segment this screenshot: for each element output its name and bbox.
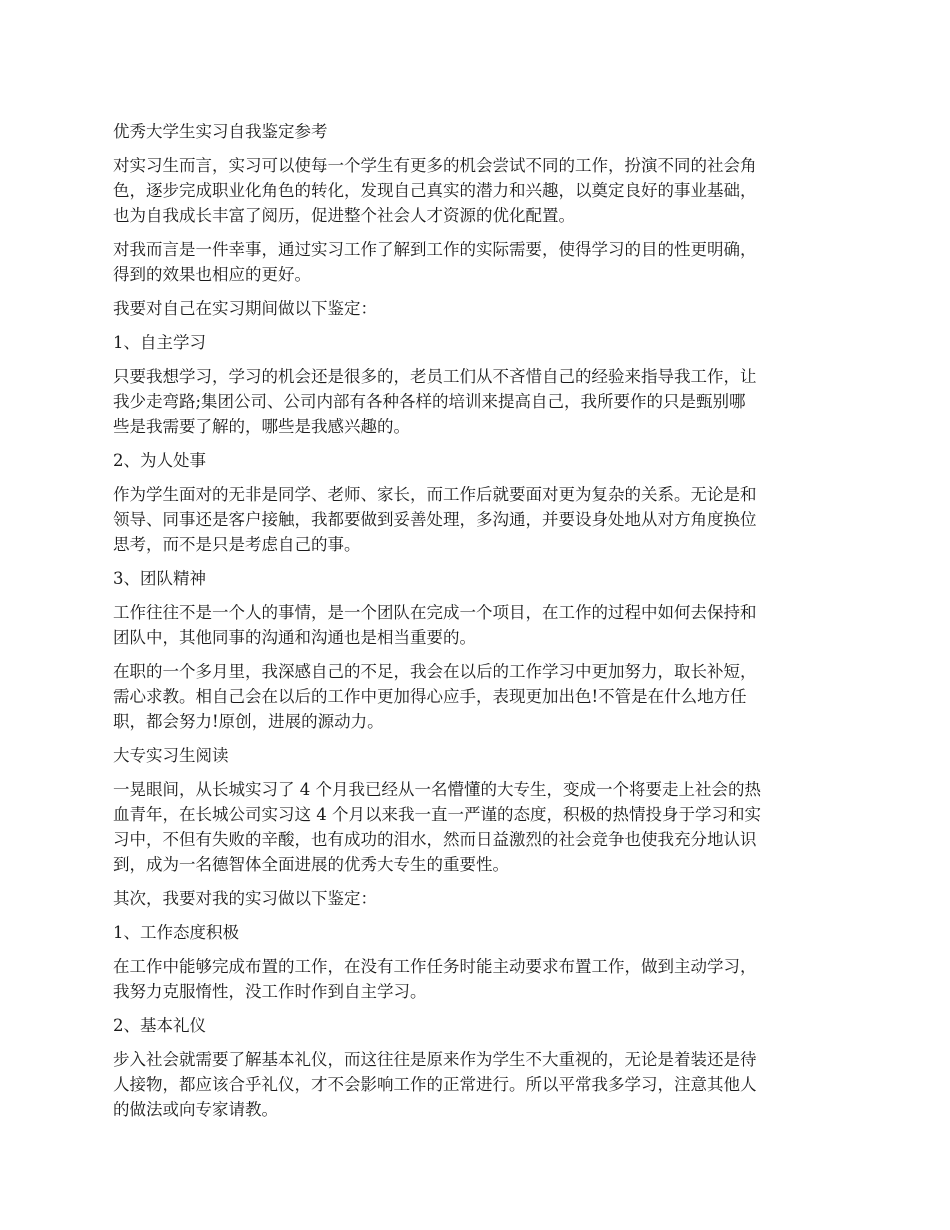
text-line: 一晃眼间，从长城实习了 4 个月我已经从一名懵懂的大专生，变成一个将要走上社会的热 xyxy=(113,780,761,799)
text-line: 色，逐步完成职业化角色的转化，发现自己真实的潜力和兴趣，以奠定良好的事业基础， xyxy=(113,181,757,200)
document-title: 优秀大学生实习自我鉴定参考 xyxy=(113,122,328,141)
text-line: 需心求教。相自己会在以后的工作中更加得心应手，表现更加出色!不管是在什么地方任 xyxy=(113,687,747,706)
text-line: 2、为人处事 xyxy=(113,451,206,470)
text-line: 只要我想学习，学习的机会还是很多的，老员工们从不吝惜自己的经验来指导我工作，让 xyxy=(113,367,757,386)
section-heading xyxy=(113,566,839,591)
document-body xyxy=(113,153,839,1122)
text-line: 领导、同事还是客户接触，我都要做到妥善处理，多沟通，并要设身处地从对方角度换位 xyxy=(113,510,757,529)
paragraph xyxy=(113,886,839,911)
paragraph xyxy=(113,1047,839,1122)
text-line: 3、团队精神 xyxy=(113,569,206,588)
text-line: 步入社会就需要了解基本礼仪，而这往往是原来作为学生不大重视的，无论是着装还是待 xyxy=(113,1050,757,1069)
text-line: 2、基本礼仪 xyxy=(113,1016,206,1035)
text-line: 其次，我要对我的实习做以下鉴定： xyxy=(113,889,377,908)
text-line: 些是我需要了解的，哪些是我感兴趣的。 xyxy=(113,417,410,436)
text-line: 思考，而不是只是考虑自己的事。 xyxy=(113,535,361,554)
paragraph xyxy=(113,659,839,734)
section-heading xyxy=(113,920,839,945)
paragraph xyxy=(113,777,839,877)
paragraph xyxy=(113,600,839,650)
text-line: 在职的一个多月里，我深感自己的不足，我会在以后的工作学习中更加努力，取长补短， xyxy=(113,662,757,681)
paragraph xyxy=(113,364,839,439)
text-line: 职，都会努力!原创，进展的源动力。 xyxy=(113,712,384,731)
text-line: 习中，不但有失败的辛酸，也有成功的泪水，然而日益激烈的社会竞争也使我充分地认识 xyxy=(113,830,757,849)
text-line: 在工作中能够完成布置的工作，在没有工作任务时能主动要求布置工作，做到主动学习， xyxy=(113,957,757,976)
paragraph xyxy=(113,237,839,287)
text-line: 到，成为一名德智体全面进展的优秀大专生的重要性。 xyxy=(113,855,509,874)
text-line: 1、自主学习 xyxy=(113,333,206,352)
text-line: 得到的效果也相应的更好。 xyxy=(113,265,311,284)
text-line: 人接物，都应该合乎礼仪，才不会影响工作的正常进行。所以平常我多学习，注意其他人 xyxy=(113,1075,757,1094)
text-line: 我努力克服惰性，没工作时作到自主学习。 xyxy=(113,982,427,1001)
text-line: 的做法或向专家请教。 xyxy=(113,1100,278,1119)
text-line: 工作往往不是一个人的事情，是一个团队在完成一个项目，在工作的过程中如何去保持和 xyxy=(113,603,757,622)
text-line: 对实习生而言，实习可以使每一个学生有更多的机会尝试不同的工作，扮演不同的社会角 xyxy=(113,156,757,175)
text-line: 团队中，其他同事的沟通和沟通也是相当重要的。 xyxy=(113,628,476,647)
text-line: 我要对自己在实习期间做以下鉴定： xyxy=(113,299,377,318)
section-heading xyxy=(113,448,839,473)
paragraph xyxy=(113,482,839,557)
section-heading xyxy=(113,743,839,768)
text-line: 作为学生面对的无非是同学、老师、家长，而工作后就要面对更为复杂的关系。无论是和 xyxy=(113,485,757,504)
document-page xyxy=(113,119,839,1131)
text-line: 1、工作态度积极 xyxy=(113,923,239,942)
text-line: 我少走弯路;集团公司、公司内部有各种各样的培训来提高自己，我所要作的只是甄别哪 xyxy=(113,392,746,411)
text-line: 血青年，在长城公司实习这 4 个月以来我一直一严谨的态度，积极的热情投身于学习和实 xyxy=(113,805,761,824)
text-line: 大专实习生阅读 xyxy=(113,746,229,765)
section-heading xyxy=(113,1013,839,1038)
paragraph xyxy=(113,153,839,228)
section-heading xyxy=(113,330,839,355)
text-line: 对我而言是一件幸事，通过实习工作了解到工作的实际需要，使得学习的目的性更明确， xyxy=(113,240,757,259)
paragraph xyxy=(113,954,839,1004)
text-line: 也为自我成长丰富了阅历，促进整个社会人才资源的优化配置。 xyxy=(113,206,575,225)
paragraph xyxy=(113,296,839,321)
